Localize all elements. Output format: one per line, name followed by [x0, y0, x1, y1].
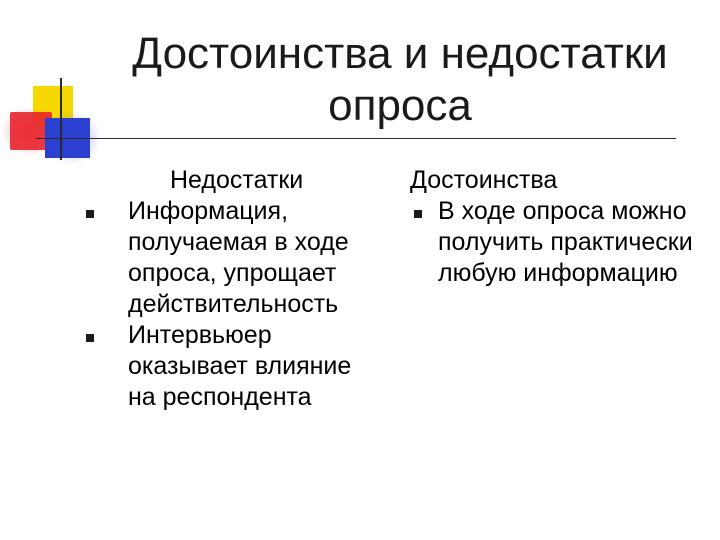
slide-title: Достоинства и недостатки опроса	[132, 29, 668, 130]
list-item	[82, 320, 382, 413]
list-item-text: Интервьюер оказывает влияние на респондента	[128, 321, 352, 411]
advantages-column	[392, 165, 702, 289]
disadvantages-list	[82, 196, 382, 413]
advantages-list	[392, 196, 702, 289]
disadvantages-column	[82, 165, 382, 413]
logo-vertical-line	[60, 78, 62, 160]
list-item	[82, 196, 382, 320]
title-divider	[36, 138, 676, 139]
disadvantages-heading: Недостатки	[170, 166, 304, 194]
bullet-square-icon	[86, 210, 94, 218]
bullet-square-icon	[86, 334, 94, 342]
list-item	[392, 196, 702, 289]
slide-logo-decoration	[0, 0, 110, 170]
list-item-text: В ходе опроса можно получить практически любую информацию	[438, 197, 693, 287]
bullet-square-icon	[414, 210, 422, 218]
list-item-text: Информация, получаемая в ходе опроса, упрощает действительность	[128, 197, 349, 318]
advantages-heading: Достоинства	[410, 166, 558, 194]
